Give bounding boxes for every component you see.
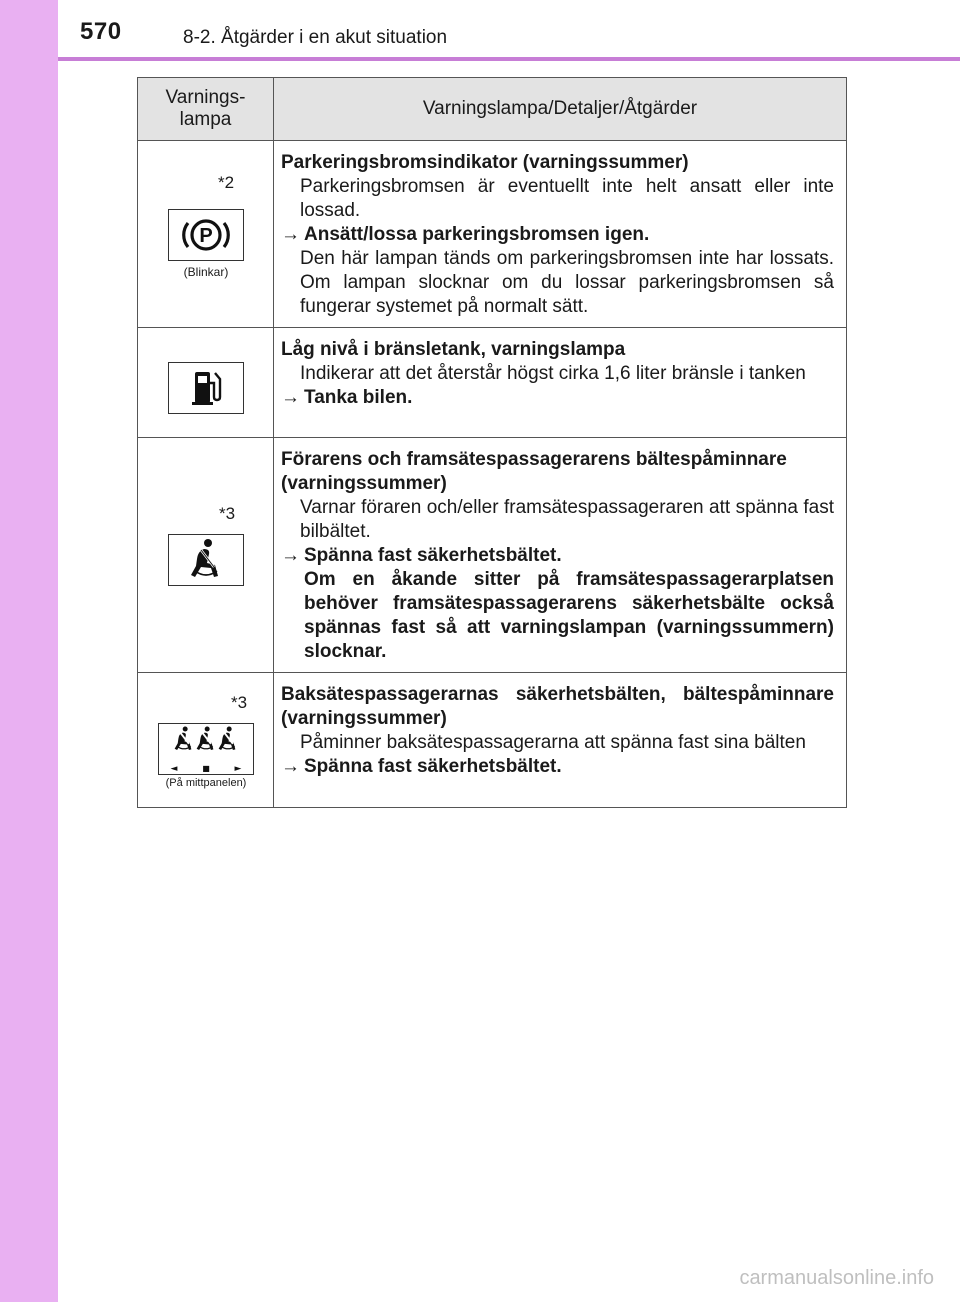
col-header-details: Varningslampa/Detaljer/Åtgärder	[274, 78, 847, 141]
table-row	[138, 673, 847, 808]
arrow-icon: →	[281, 756, 300, 777]
warning-description: Indikerar att det återstår högst cirka 1,6 liter bränsle i tanken	[300, 363, 806, 384]
warning-description: Påminner baksätespassagerarna att spänna fast sina bälten	[300, 732, 806, 753]
seat-marker-center: ■	[202, 764, 210, 773]
table-row	[138, 438, 847, 673]
detail-cell	[274, 141, 847, 328]
table-row	[138, 141, 847, 328]
warning-title: Baksätespassagerarnas säkerhetsbälten, bältespåminnare (varningssummer)	[281, 684, 834, 729]
table-row	[138, 328, 847, 438]
svg-text:P: P	[199, 225, 213, 247]
footnote-star: *3	[231, 693, 248, 712]
seat-marker-right: ►	[234, 764, 242, 774]
arrow-icon: →	[281, 545, 300, 566]
warning-action: → Spänna fast säkerhetsbältet.	[281, 756, 562, 777]
detail-cell	[274, 328, 847, 438]
arrow-icon: →	[281, 224, 300, 245]
warning-title: Låg nivå i bränsletank, varningslampa	[281, 339, 626, 360]
warning-action: → Ansätt/lossa parkeringsbromsen igen.	[281, 224, 650, 245]
lamp-cell	[138, 673, 274, 808]
lamp-cell	[138, 328, 274, 438]
lamp-cell	[138, 141, 274, 328]
warning-action: → Tanka bilen.	[281, 387, 413, 408]
rear-seatbelts-icon	[158, 723, 254, 775]
warning-lamp-table	[137, 77, 847, 808]
lamp-caption: (Blinkar)	[183, 265, 229, 279]
page-number: 570	[80, 18, 122, 45]
warning-note: Den här lampan tänds om parkeringsbromsen inte har lossats. Om lampan slocknar om du lossar parkeringsbromsen så fungerar systemet på normalt sätt.	[300, 248, 834, 317]
detail-cell	[274, 673, 847, 808]
section-title: 8-2. Åtgärder i en akut situation	[183, 27, 448, 48]
table-header-row	[138, 78, 847, 141]
col-header-lamp: Varnings- lampa	[138, 78, 274, 141]
warning-title: Parkeringsbromsindikator (varningssummer)	[281, 152, 689, 173]
footer-watermark: carmanualsonline.info	[739, 1267, 934, 1289]
seatbelt-icon	[168, 534, 244, 586]
footnote-star: *3	[219, 504, 236, 523]
seat-marker-left: ◄	[170, 764, 178, 774]
side-tab-band	[0, 0, 58, 1302]
parking-brake-icon	[168, 209, 244, 261]
warning-description: Varnar föraren och/eller framsätespassageraren att spänna fast bilbältet.	[300, 497, 834, 542]
fuel-pump-icon	[168, 362, 244, 414]
detail-cell	[274, 438, 847, 673]
arrow-icon: →	[281, 387, 300, 408]
footnote-star: *2	[218, 173, 235, 192]
header-rule	[58, 57, 960, 61]
warning-note: Om en åkande sitter på framsätespassagerarplatsen behöver framsätespassagerarens säkerhetsbälte också spännas fast så att varningslampan (varningssummern) slocknar.	[304, 569, 834, 662]
lamp-caption: (På mittpanelen)	[165, 777, 247, 789]
lamp-cell	[138, 438, 274, 673]
warning-description: Parkeringsbromsen är eventuellt inte helt ansatt eller inte lossad.	[300, 176, 834, 221]
warning-action: → Spänna fast säkerhetsbältet.	[281, 545, 562, 566]
warning-title: Förarens och framsätespassagerarens bältespåminnare (varningssummer)	[281, 449, 787, 494]
